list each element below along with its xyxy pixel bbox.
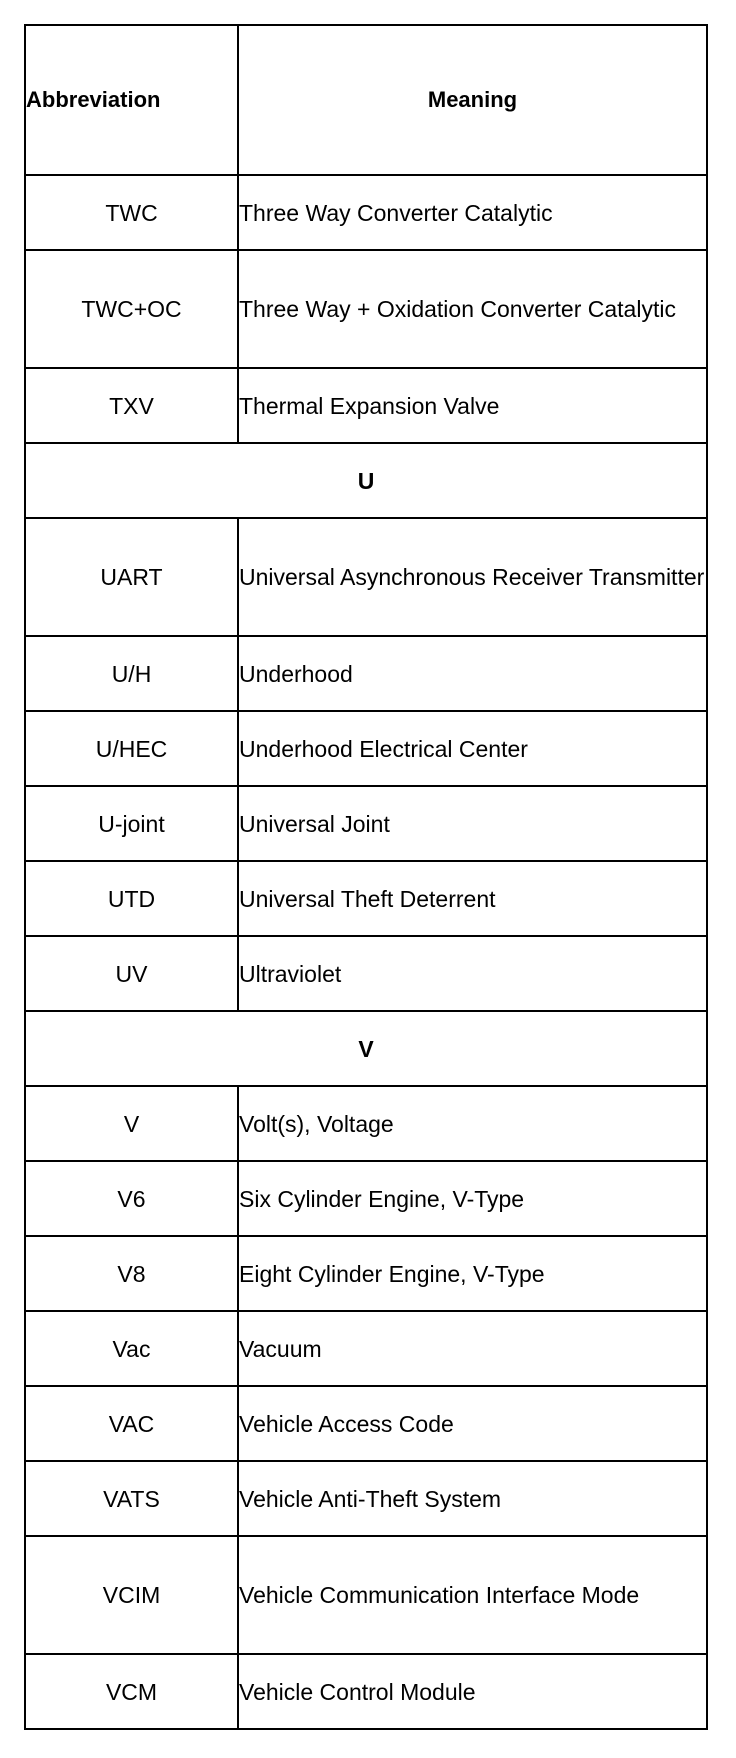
abbreviation-cell: V6 bbox=[25, 1161, 238, 1236]
meaning-cell: Three Way Converter Catalytic bbox=[238, 175, 707, 250]
meaning-cell: Underhood bbox=[238, 636, 707, 711]
table-row bbox=[25, 1161, 707, 1236]
meaning-cell: Underhood Electrical Center bbox=[238, 711, 707, 786]
table-row bbox=[25, 1461, 707, 1536]
section-label: V bbox=[25, 1011, 707, 1086]
abbreviation-cell: VCIM bbox=[25, 1536, 238, 1654]
meaning-cell: Volt(s), Voltage bbox=[238, 1086, 707, 1161]
meaning-cell: Six Cylinder Engine, V-Type bbox=[238, 1161, 707, 1236]
table-row bbox=[25, 936, 707, 1011]
meaning-cell: Eight Cylinder Engine, V-Type bbox=[238, 1236, 707, 1311]
meaning-cell: Universal Theft Deterrent bbox=[238, 861, 707, 936]
table-row bbox=[25, 1386, 707, 1461]
table-row bbox=[25, 636, 707, 711]
table-row bbox=[25, 711, 707, 786]
section-row bbox=[25, 443, 707, 518]
abbreviation-cell: VAC bbox=[25, 1386, 238, 1461]
abbreviation-cell: TWC bbox=[25, 175, 238, 250]
abbreviation-cell: TXV bbox=[25, 368, 238, 443]
abbreviation-cell: VCM bbox=[25, 1654, 238, 1729]
table-row bbox=[25, 861, 707, 936]
meaning-cell: Vehicle Control Module bbox=[238, 1654, 707, 1729]
abbreviation-cell: V8 bbox=[25, 1236, 238, 1311]
table-row bbox=[25, 786, 707, 861]
meaning-cell: Vehicle Anti-Theft System bbox=[238, 1461, 707, 1536]
abbreviation-cell: UV bbox=[25, 936, 238, 1011]
meaning-cell: Vacuum bbox=[238, 1311, 707, 1386]
abbreviation-cell: V bbox=[25, 1086, 238, 1161]
section-label: U bbox=[25, 443, 707, 518]
header-meaning: Meaning bbox=[238, 25, 707, 175]
table-row bbox=[25, 518, 707, 636]
table-body bbox=[25, 175, 707, 1729]
table-row bbox=[25, 175, 707, 250]
table-row bbox=[25, 250, 707, 368]
table-row bbox=[25, 368, 707, 443]
table-row bbox=[25, 1236, 707, 1311]
table-row bbox=[25, 1086, 707, 1161]
table-row bbox=[25, 1654, 707, 1729]
abbreviation-cell: TWC+OC bbox=[25, 250, 238, 368]
abbreviation-cell: VATS bbox=[25, 1461, 238, 1536]
meaning-cell: Three Way + Oxidation Converter Catalytic bbox=[238, 250, 707, 368]
abbreviation-cell: U/H bbox=[25, 636, 238, 711]
abbreviation-cell: Vac bbox=[25, 1311, 238, 1386]
meaning-cell: Universal Joint bbox=[238, 786, 707, 861]
meaning-cell: Ultraviolet bbox=[238, 936, 707, 1011]
abbreviation-table bbox=[24, 24, 708, 1730]
header-abbreviation: Abbreviation bbox=[25, 25, 238, 175]
abbreviation-cell: U-joint bbox=[25, 786, 238, 861]
abbreviation-cell: UART bbox=[25, 518, 238, 636]
meaning-cell: Vehicle Access Code bbox=[238, 1386, 707, 1461]
abbreviation-cell: UTD bbox=[25, 861, 238, 936]
meaning-cell: Vehicle Communication Interface Mode bbox=[238, 1536, 707, 1654]
table-row bbox=[25, 1311, 707, 1386]
abbreviation-cell: U/HEC bbox=[25, 711, 238, 786]
table-row bbox=[25, 1536, 707, 1654]
meaning-cell: Thermal Expansion Valve bbox=[238, 368, 707, 443]
table-header-row bbox=[25, 25, 707, 175]
meaning-cell: Universal Asynchronous Receiver Transmitter bbox=[238, 518, 707, 636]
section-row bbox=[25, 1011, 707, 1086]
